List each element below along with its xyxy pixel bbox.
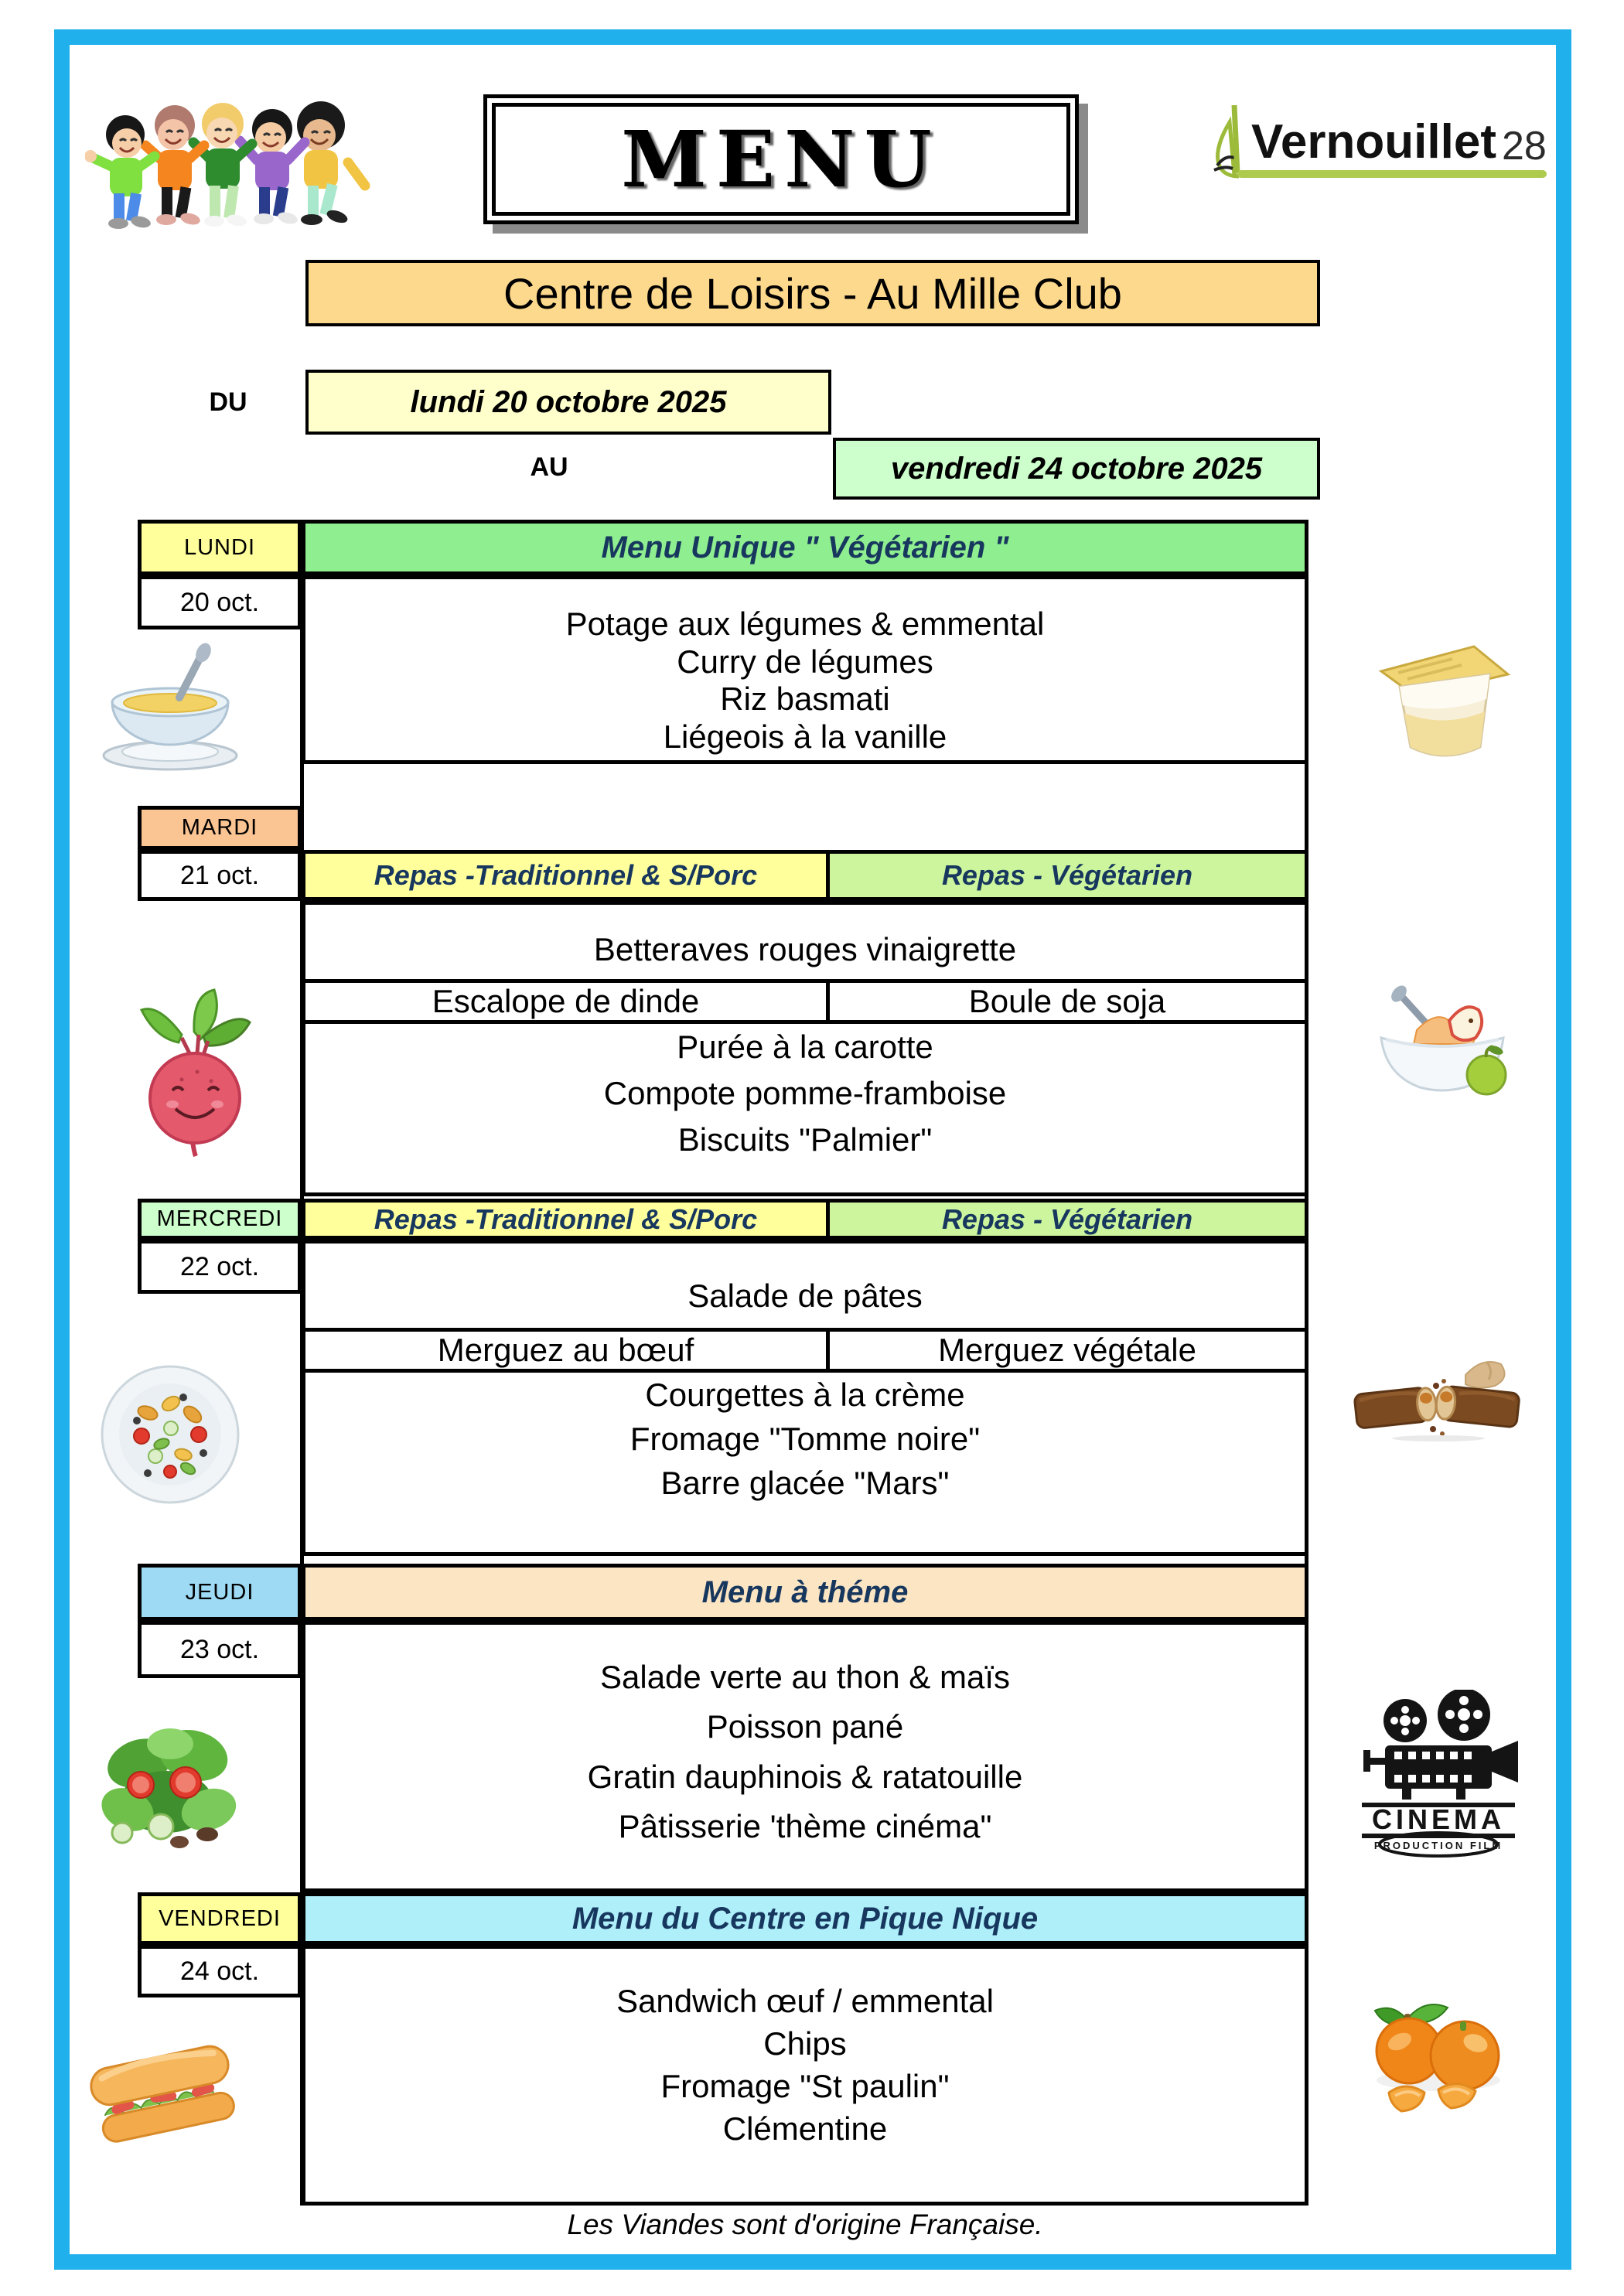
- day-label-jeudi: JEUDI: [138, 1564, 302, 1621]
- mars-ice-bar-image: [1349, 1352, 1527, 1443]
- menu-items-rest: [305, 1024, 1305, 1192]
- logo-suffix: 28: [1502, 124, 1547, 169]
- menu-items-jeudi: [302, 1621, 1308, 1892]
- logo-text: Vernouillet: [1251, 115, 1496, 169]
- menu-items-mardi: [302, 901, 1308, 1196]
- date-from-box: lundi 20 octobre 2025: [305, 370, 831, 435]
- pasta-salad-plate-image: [97, 1357, 244, 1512]
- menu-item: Compote pomme-framboise: [603, 1075, 1007, 1111]
- vanilla-dessert-cup-image: [1367, 639, 1518, 772]
- clementines-image: [1361, 1994, 1512, 2124]
- green-salad-image: [93, 1701, 247, 1860]
- day-label-mercredi: MERCREDI: [138, 1199, 302, 1240]
- soup-bowl-image: [93, 642, 247, 773]
- menu-item-vegetarien: Boule de soja: [968, 983, 1166, 1019]
- menu-header-mardi-traditionnel: Repas -Traditionnel & S/Porc: [302, 850, 830, 901]
- kids-clipart-image: [85, 87, 371, 234]
- menu-header-lundi: Menu Unique " Végétarien ": [302, 520, 1308, 575]
- menu-item: Salade verte au thon & maïs: [600, 1659, 1010, 1695]
- menu-header-jeudi: Menu à théme: [302, 1564, 1308, 1621]
- cinema-stamp-image: [1357, 1690, 1520, 1858]
- menu-item: Courgettes à la crème: [645, 1376, 965, 1413]
- menu-header-vendredi: Menu du Centre en Pique Nique: [302, 1892, 1308, 1945]
- menu-header-mercredi-vegetarien: Repas - Végétarien: [826, 1199, 1308, 1240]
- sandwich-image: [85, 2026, 244, 2173]
- date-label-vendredi: 24 oct.: [138, 1945, 302, 1997]
- page-title: MENU: [621, 114, 941, 205]
- menu-items-rest: [305, 1373, 1305, 1552]
- day-label-vendredi: VENDREDI: [138, 1892, 302, 1945]
- menu-item: Purée à la carotte: [677, 1029, 933, 1065]
- date-label-lundi: 20 oct.: [138, 575, 302, 629]
- menu-choice-row: [305, 979, 1305, 1024]
- cinema-stamp-subtext: PRODUCTION FILM: [1373, 1840, 1503, 1851]
- menu-choice-row: [305, 1328, 1305, 1373]
- menu-item: Riz basmati: [720, 681, 890, 718]
- date-label-mercredi: 22 oct.: [138, 1240, 302, 1294]
- menu-item: Potage aux légumes & emmental: [565, 606, 1045, 642]
- banner-title: Centre de Loisirs - Au Mille Club: [305, 260, 1320, 326]
- smiling-beet-image: [128, 988, 263, 1157]
- menu-item: Fromage "Tomme noire": [629, 1420, 981, 1457]
- day-label-lundi: LUNDI: [138, 520, 302, 575]
- du-label: DU: [209, 387, 247, 417]
- menu-item: Curry de légumes: [677, 643, 933, 680]
- day-label-mardi: MARDI: [138, 806, 302, 850]
- date-label-mardi: 21 oct.: [138, 850, 302, 901]
- menu-item: Fromage "St paulin": [660, 2068, 950, 2104]
- footer-note: Les Viandes sont d'origine Française.: [567, 2209, 1043, 2240]
- menu-item: Clémentine: [722, 2110, 888, 2147]
- menu-items-vendredi: [302, 1945, 1308, 2206]
- menu-item: Liégeois à la vanille: [663, 718, 947, 755]
- menu-header-mardi-vegetarien: Repas - Végétarien: [826, 850, 1308, 901]
- menu-item: Sandwich œuf / emmental: [616, 1983, 994, 2019]
- menu-item: Biscuits "Palmier": [677, 1121, 933, 1158]
- menu-item: Barre glacée "Mars": [660, 1465, 950, 1502]
- menu-item-traditionnel: Merguez au bœuf: [305, 1332, 830, 1369]
- date-label-jeudi: 23 oct.: [138, 1621, 302, 1678]
- menu-item: Poisson pané: [706, 1708, 904, 1745]
- menu-item-vegetarien: Merguez végétale: [938, 1332, 1196, 1368]
- apple-compote-bowl-image: [1363, 984, 1521, 1100]
- au-label: AU: [530, 452, 568, 482]
- menu-items-mercredi: [302, 1240, 1308, 1556]
- menu-items-lundi: [302, 575, 1308, 764]
- date-to-box: vendredi 24 octobre 2025: [833, 438, 1320, 500]
- menu-item-traditionnel: Escalope de dinde: [305, 983, 830, 1020]
- menu-item: Chips: [763, 2025, 847, 2062]
- menu-title-box: [483, 94, 1079, 224]
- menu-item: Salade de pâtes: [687, 1277, 923, 1314]
- menu-item: Pâtisserie 'thème cinéma": [618, 1807, 992, 1844]
- menu-header-mercredi-traditionnel: Repas -Traditionnel & S/Porc: [302, 1199, 830, 1240]
- vernouillet-logo: [1191, 99, 1562, 200]
- menu-item: Betteraves rouges vinaigrette: [593, 931, 1017, 967]
- cinema-stamp-text: CINEMA: [1372, 1803, 1505, 1835]
- menu-item: Gratin dauphinois & ratatouille: [587, 1758, 1023, 1795]
